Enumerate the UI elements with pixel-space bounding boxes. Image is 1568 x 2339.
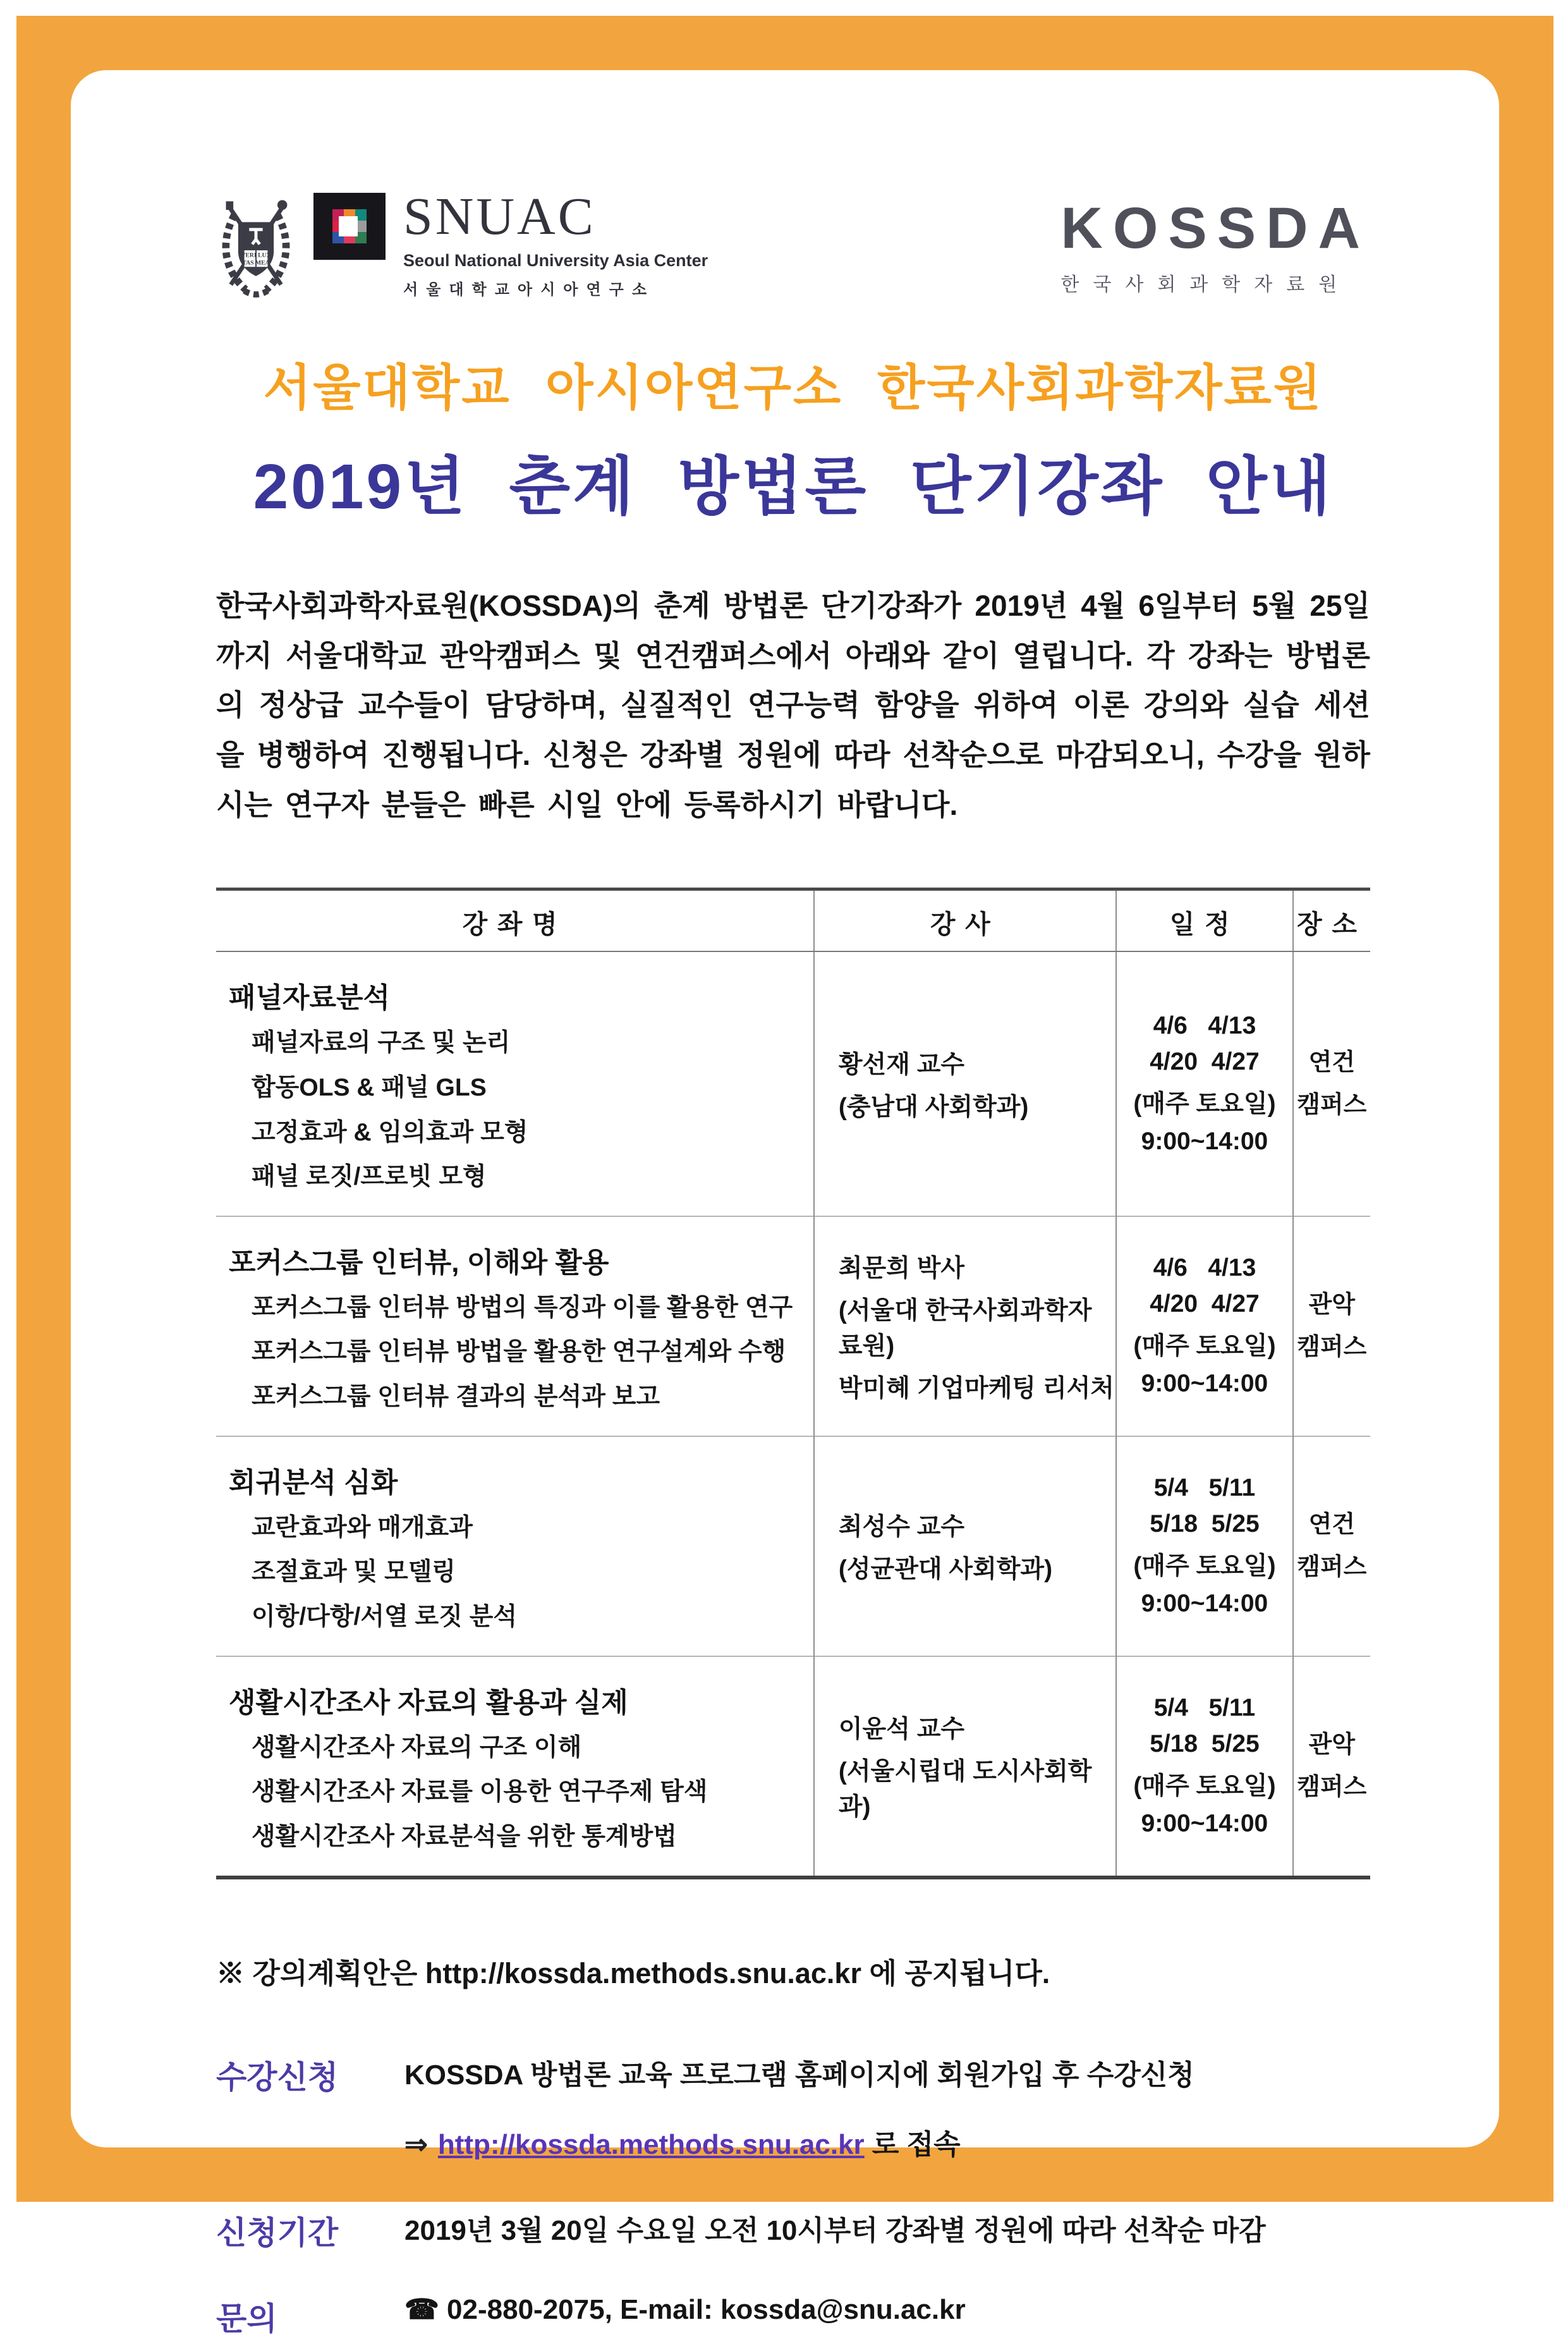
course-topics: 교란효과와 매개효과 조절효과 및 모델링 이항/다항/서열 로짓 분석	[252, 1513, 518, 1631]
snu-emblem-icon	[216, 190, 296, 309]
course-cell	[216, 1216, 814, 1436]
title-organizations: 서울대학교 아시아연구소 한국사회과학자료원	[263, 360, 1323, 415]
snuac-mosaic	[332, 209, 367, 243]
apply-body	[404, 2052, 1194, 2162]
phone-icon: ☎	[404, 2293, 439, 2325]
course-table	[216, 888, 1370, 1879]
double-arrow-icon: ⇒	[404, 2128, 428, 2160]
course-cell	[216, 1656, 814, 1878]
header-course-name: 강좌명	[216, 889, 814, 952]
location-cell: 연건 캠퍼스	[1293, 1436, 1370, 1656]
registration-info	[216, 2052, 1370, 2339]
svg-text:VERI LUX: VERI LUX	[241, 252, 271, 259]
apply-url-link[interactable]: http://kossda.methods.snu.ac.kr	[437, 2128, 865, 2160]
apply-label: 수강신청	[216, 2059, 339, 2095]
snuac-logo-icon	[313, 193, 386, 260]
schedule-cell: 5/4 5/11 5/18 5/25 (매주 토요일) 9:00~14:00	[1116, 1436, 1292, 1656]
document-content	[216, 187, 1370, 2339]
schedule-cell: 4/6 4/13 4/20 4/27 (매주 토요일) 9:00~14:00	[1116, 1216, 1292, 1436]
course-topics: 포커스그룹 인터뷰 방법의 특징과 이를 활용한 연구 포커스그룹 인터뷰 방법을 활용한 연구설계와 수행 포커스그룹 인터뷰 결과의 분석과 보고	[252, 1293, 793, 1411]
course-title: 패널자료분석	[229, 982, 391, 1014]
course-title: 생활시간조사 자료의 활용과 실제	[229, 1687, 628, 1718]
contact-text: 02-880-2075, E-mail: kossda@snu.ac.kr	[447, 2293, 966, 2325]
period-label: 신청기간	[216, 2214, 339, 2250]
period-text: 2019년 3월 20일 수요일 오전 10시부터 강좌별 정원에 따라 선착순 마감	[404, 2214, 1266, 2246]
snuac-subtitle-en: Seoul National University Asia Center	[403, 250, 708, 270]
schedule-cell: 5/4 5/11 5/18 5/25 (매주 토요일) 9:00~14:00	[1116, 1656, 1292, 1878]
course-topics: 패널자료의 구조 및 논리 합동OLS & 패널 GLS 고정효과 & 임의효과 모형 패널 로짓/프로빗 모형	[252, 1029, 528, 1191]
apply-url-suffix: 로 접속	[872, 2128, 961, 2160]
apply-url-line	[404, 2122, 1194, 2162]
table-header-row	[216, 889, 1370, 952]
table-row-panel-data-analysis	[216, 951, 1370, 1216]
snuac-logo-group	[216, 187, 708, 309]
snuac-subtitle-ko: 서울대학교아시아연구소	[403, 281, 655, 298]
schedule-cell: 4/6 4/13 4/20 4/27 (매주 토요일) 9:00~14:00	[1116, 951, 1292, 1216]
instructor-cell: 최문희 박사 (서울대 한국사회과학자료원) 박미혜 기업마케팅 리서처	[814, 1216, 1116, 1436]
kossda-wordmark: KOSSDA	[1061, 196, 1370, 260]
table-row-focus-group-interview	[216, 1216, 1370, 1436]
course-cell	[216, 1436, 814, 1656]
course-title: 포커스그룹 인터뷰, 이해와 활용	[229, 1247, 609, 1278]
instructor-cell: 이윤석 교수 (서울시립대 도시사회학과)	[814, 1656, 1116, 1878]
header-schedule: 일정	[1116, 889, 1292, 952]
orange-frame	[16, 16, 1553, 2336]
svg-text:TAS MEA: TAS MEA	[242, 259, 270, 267]
instructor-cell: 최성수 교수 (성균관대 사회학과)	[814, 1436, 1116, 1656]
header-instructor: 강사	[814, 889, 1116, 952]
course-title: 회귀분석 심화	[229, 1467, 398, 1498]
document-sheet	[71, 70, 1499, 2336]
kossda-logo-group	[1061, 196, 1370, 296]
contact-row	[216, 2293, 1370, 2339]
course-cell	[216, 951, 814, 1216]
period-body	[404, 2208, 1266, 2248]
location-cell: 관악 캠퍼스	[1293, 1656, 1370, 1878]
period-row	[216, 2208, 1370, 2253]
intro-paragraph: 한국사회과학자료원(KOSSDA)의 춘계 방법론 단기강좌가 2019년 4월 6일부터 5월 25일까지 서울대학교 관악캠퍼스 및 연건캠퍼스에서 아래와 같이 열립니다. 각 강좌는 방법론의 정상급 교수들이 담당하며, 실질적인 연구능력 함양을 위하여 이론 강의와 실습 세션을 병행하여 진행됩니다. 신청은 강좌별 정원에 따라 선착순으로 마감되오니, 수강을 원하시는 연구자 분들은 빠른 시일 안에 등록하시기 바랍니다.	[216, 589, 1370, 821]
snuac-text-block	[403, 187, 708, 299]
table-row-time-use-survey	[216, 1656, 1370, 1878]
kossda-subtitle-ko: 한국사회과학자료원	[1061, 274, 1351, 295]
contact-label: 문의	[216, 2300, 277, 2336]
table-row-advanced-regression	[216, 1436, 1370, 1656]
apply-row	[216, 2052, 1370, 2162]
contact-line	[404, 2293, 966, 2326]
snuac-wordmark: SNUAC	[403, 187, 596, 246]
snuac-mosaic-center	[339, 216, 358, 236]
title-course-announcement: 2019년 춘계 방법론 단기강좌 안내	[253, 451, 1334, 522]
location-cell: 연건 캠퍼스	[1293, 951, 1370, 1216]
header-location: 장소	[1293, 889, 1370, 952]
instructor-cell: 황선재 교수 (충남대 사회학과)	[814, 951, 1116, 1216]
apply-instruction: KOSSDA 방법론 교육 프로그램 홈페이지에 회원가입 후 수강신청	[404, 2059, 1194, 2091]
footnote: ※ 강의계획안은 http://kossda.methods.snu.ac.kr 에 공지됩니다.	[216, 1957, 1050, 1989]
course-topics: 생활시간조사 자료의 구조 이해 생활시간조사 자료를 이용한 연구주제 탐색 생활시간조사 자료분석을 위한 통계방법	[252, 1733, 708, 1850]
location-cell: 관악 캠퍼스	[1293, 1216, 1370, 1436]
header	[216, 187, 1370, 309]
contact-body	[404, 2293, 966, 2326]
